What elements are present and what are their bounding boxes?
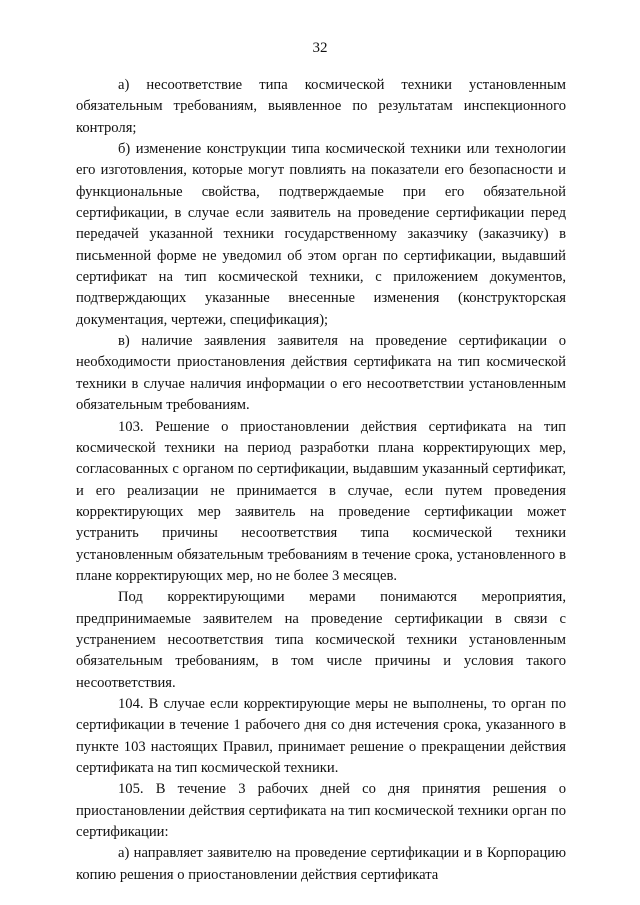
- paragraph-105: 105. В течение 3 рабочих дней со дня принятия решения о приостановлении действия сертификата на тип космической техники орган по сертификации:: [76, 781, 566, 841]
- document-body: [76, 75, 566, 886]
- paragraph-b-design-change: б) изменение конструкции типа космической техники или технологии его изготовления, которые могут повлиять на показатели его безопасности и функциональные свойства, подтверждаемые при его обязательной сертификации, в случае если заявитель на проведение сертификации перед передачей указанной техники государственному заказчику (заказчику) в письменной форме не уведомил об этом орган по сертификации, выдавший сертификат на тип космической техники, с приложением документов, подтверждающих указанные внесенные изменения (конструкторская документация, чертежи, спецификация);: [76, 141, 566, 328]
- page-number: 32: [312, 40, 328, 56]
- paragraph-105-a: а) направляет заявителю на проведение сертификации и в Корпорацию копию решения о приостановлении действия сертификата: [76, 845, 566, 883]
- paragraph-corrective-measures: Под корректирующими мерами понимаются мероприятия, предпринимаемые заявителем на проведение сертификации в связи с устранением несоответствия типа космической техники установленным обязательным требованиям, в том числе причины и условия такого несоответствия.: [76, 589, 566, 691]
- paragraph-104: 104. В случае если корректирующие меры не выполнены, то орган по сертификации в течение 1 рабочего дня со дня истечения срока, указанного в пункте 103 настоящих Правил, принимает решение о прекращении действия сертификата на тип космической техники.: [76, 695, 566, 776]
- paragraph-103: 103. Решение о приостановлении действия сертификата на тип космической техники на период разработки плана корректирующих мер, согласованных с органом по сертификации, выдавшим указанный сертификат, и его реализации не принимается в случае, если путем проведения корректирующих мер заявитель на проведение сертификации может устранить причины несоответствия типа космической техники установленным обязательным требованиям в течение срока, установленного в плане корректирующих мер, но не более 3 месяцев.: [76, 418, 566, 584]
- paragraph-v-applicant-request: в) наличие заявления заявителя на проведение сертификации о необходимости приостановления действия сертификата на тип космической техники в случае наличия информации о его несоответствии установленным обязательным требованиям.: [76, 333, 566, 414]
- paragraph-a-nonconformity: а) несоответствие типа космической техники установленным обязательным требованиям, выявленное по результатам инспекционного контроля;: [76, 77, 566, 136]
